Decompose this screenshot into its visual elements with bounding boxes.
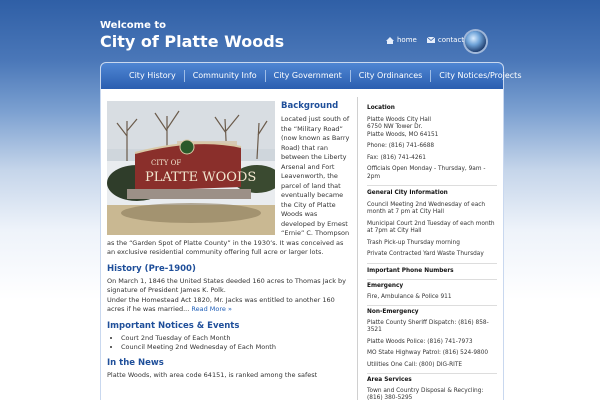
list-item: Utilities One Call: (800) DIG-RITE [367, 361, 463, 368]
fax-number: Fax: (816) 741-4261 [367, 154, 426, 161]
divider [367, 279, 497, 280]
area-services-heading: Area Services [367, 377, 412, 383]
home-icon [386, 37, 394, 44]
column-divider [357, 97, 358, 400]
phone-number: Phone: (816) 741-6688 [367, 143, 435, 149]
welcome-text: Welcome to [100, 20, 167, 31]
nav-item-city-government[interactable]: City Government [266, 70, 351, 82]
site-title[interactable]: City of Platte Woods [100, 32, 285, 51]
divider [367, 185, 497, 186]
globe-button[interactable] [465, 31, 486, 52]
list-item: Municipal Court 2nd Tuesday of each month at 7pm at City Hall [367, 220, 495, 234]
address-line: Platte Woods City Hall [367, 116, 431, 123]
address-line: Platte Woods, MO 64151 [367, 131, 439, 138]
address-line: 6750 NW Tower Dr. [367, 124, 423, 130]
nav-item-community-info[interactable]: Community Info [185, 70, 266, 82]
list-item: Town and Country Disposal & Recycling: (816) 380-5295 [367, 387, 484, 400]
divider [367, 373, 497, 374]
home-link[interactable] [386, 36, 417, 44]
history-heading[interactable]: History (Pre-1900) [107, 263, 196, 274]
list-item: MO State Highway Patrol: (816) 524-9800 [367, 350, 489, 356]
city-sign-image [107, 101, 275, 235]
sign-text-small: CITY OF [151, 159, 182, 167]
main-column [107, 101, 351, 380]
news-heading: In the News [107, 357, 164, 368]
mail-icon [427, 37, 435, 43]
address-block [367, 117, 497, 140]
notices-list [107, 334, 351, 352]
nav-item-city-ordinances[interactable]: City Ordinances [351, 70, 432, 82]
phone-numbers-heading: Important Phone Numbers [367, 267, 454, 274]
non-emergency-heading: Non-Emergency [367, 309, 419, 315]
background-heading: Background [281, 101, 339, 111]
list-item: Trash Pick-up Thursday morning [367, 239, 460, 246]
history-text-2 [107, 296, 351, 315]
background-text: Located just south of the “Military Road” (now known as Barry Road) that ran between the Liberty Arsenal and Fort Leavenworth, the parcel of land that eventually became the City of Platte Woods was developed by Ernest “Ernie” C. Thompson as the “Garden Spot of Platte County” in the 1930’s. It was conceived as an exclusive residential community offering full acre or larger lots. [107, 115, 350, 256]
read-more-link[interactable]: Read More » [191, 305, 232, 313]
emergency-heading: Emergency [367, 283, 404, 289]
list-item: Council Meeting 2nd Wednesday of each month at 7 pm at City Hall [367, 201, 486, 215]
content-area [100, 89, 504, 400]
divider [367, 305, 497, 306]
list-item: Platte Woods Police: (816) 741-7973 [367, 338, 473, 345]
city-sign-photo [107, 101, 275, 235]
list-item: • Court 2nd Tuesday of Each Month [121, 334, 351, 343]
news-text: Platte Woods, with area code 64151, is ranked among the safest [107, 370, 318, 379]
general-info-heading: General City Information [367, 190, 448, 196]
office-hours: Officials Open Monday - Thursday, 9am - 2pm [367, 166, 486, 180]
list-item: Fire, Ambulance & Police 911 [367, 293, 452, 300]
site-header [0, 0, 600, 62]
contact-link[interactable] [427, 36, 464, 44]
sidebar [367, 101, 497, 400]
notices-heading: Important Notices & Events [107, 320, 240, 331]
list-item: Platte County Sheriff Dispatch: (816) 858-3521 [367, 319, 489, 333]
divider [367, 263, 497, 264]
history-text-2-body: Under the Homestead Act 1820, Mr. Jacks was entitled to another 160 acres if he was married... [107, 295, 335, 313]
main-nav [100, 62, 522, 90]
history-text-1: On March 1, 1846 the United States deeded 160 acres to Thomas Jack by signature of President James K. Polk. [107, 276, 347, 294]
location-heading: Location [367, 105, 395, 111]
home-link-label: home [397, 36, 417, 44]
nav-item-city-notices[interactable]: City Notices/Projects [439, 71, 522, 80]
top-links [386, 36, 464, 44]
list-item: Private Contracted Yard Waste Thursday [367, 251, 484, 257]
nav-item-city-history[interactable]: City History [101, 70, 185, 82]
sign-text-large: PLATTE WOODS [145, 170, 257, 185]
contact-link-label: contact [437, 36, 465, 44]
list-item: • Council Meeting 2nd Wednesday of Each Month [121, 343, 351, 352]
